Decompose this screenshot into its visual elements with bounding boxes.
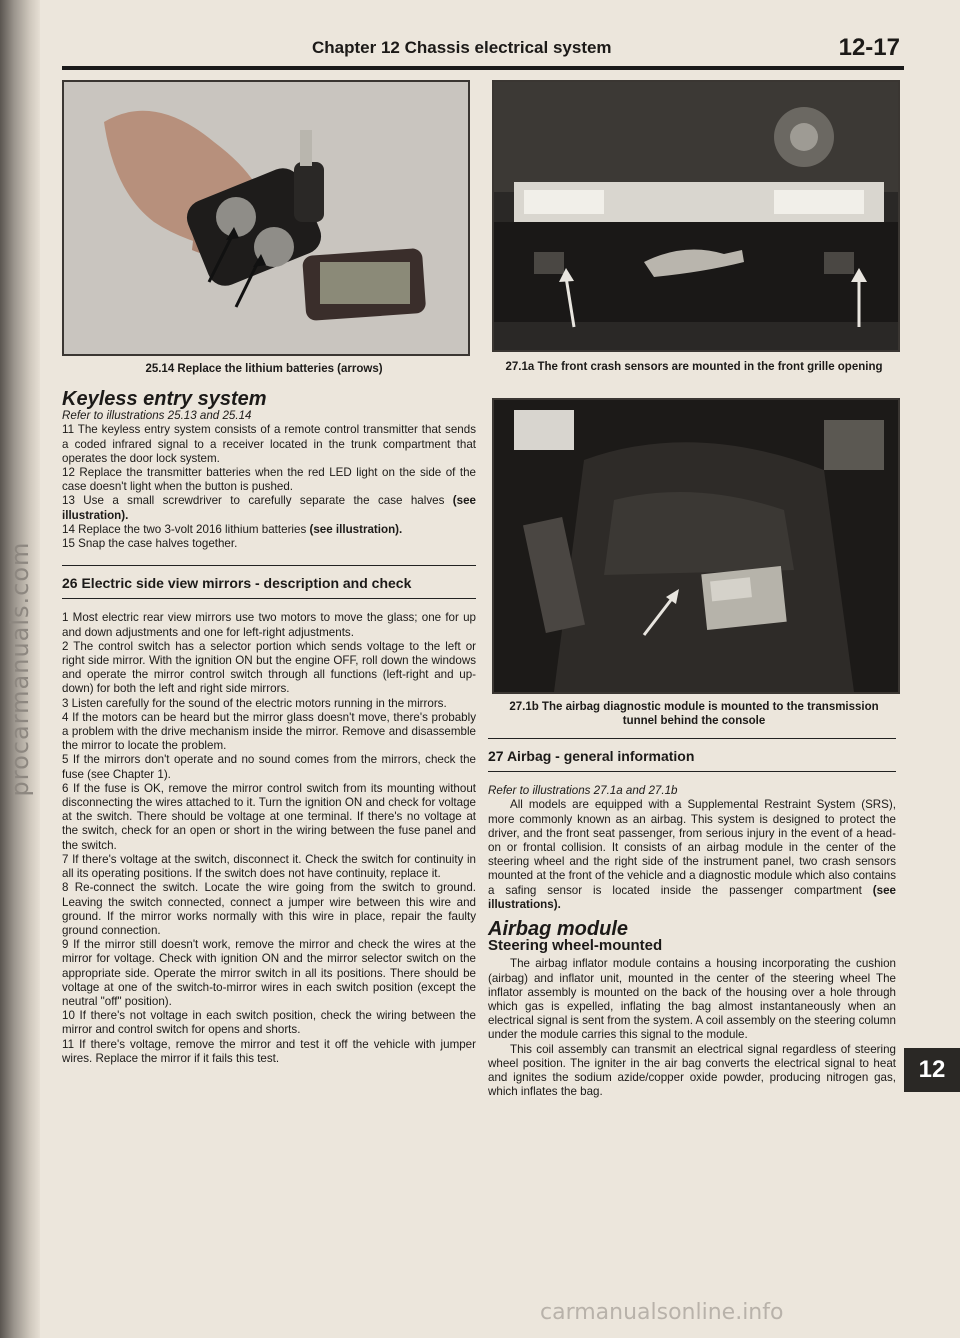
para-11: 11 The keyless entry system consists of a remote control transmitter that sends a coded infrared signal to a receiver located in the trunk compartment that operates the door lock system. bbox=[62, 423, 476, 465]
mirror-para-6: 6 If the fuse is OK, remove the mirror control switch from its mounting without disconnecting the wires attached to it. Turn the ignition ON and check for voltage at the switch. There should be voltage at one terminal. If there's no voltage at the switch, check for an open or short in the wiring between the fuse panel and the switch. bbox=[62, 781, 476, 852]
photo-airbag-diagnostic-module bbox=[492, 398, 900, 694]
heading-section-27: 27 Airbag - general information bbox=[488, 738, 896, 772]
heading-airbag-module: Airbag module bbox=[488, 918, 629, 941]
side-watermark: procarmanuals.com bbox=[6, 541, 34, 797]
mirror-para-8: 8 Re-connect the switch. Locate the wire going from the switch to ground. Leaving the switch connected, connect a jumper wire between this wire and ground. If the mirror works normally with this wire in place, repair the faulty ground connection. bbox=[62, 881, 476, 937]
mirror-para-11: 11 If there's voltage, remove the mirror and test it off the vehicle with jumper wires. Replace the mirror if it fails this test. bbox=[62, 1037, 476, 1065]
mirror-para-5: 5 If the mirrors don't operate and no sound comes from the mirrors, check the fuse (see Chapter 1). bbox=[62, 753, 476, 781]
heading-section-26: 26 Electric side view mirrors - description and check bbox=[62, 565, 476, 599]
mirror-para-7: 7 If there's voltage at the switch, disconnect it. Check the switch for continuity in all its operating positions. If the switch does not have continuity, replace it. bbox=[62, 852, 476, 881]
photo-front-crash-sensors bbox=[492, 80, 900, 352]
chapter-thumb-tab: 12 bbox=[904, 1048, 960, 1092]
page-number: 12-17 bbox=[838, 34, 900, 61]
refer-airbag: Refer to illustrations 27.1a and 27.1b bbox=[488, 784, 678, 798]
airbag-para-1: All models are equipped with a Supplemental Restraint System (SRS), more commonly known as an airbag. This system is designed to protect the driver, and the front seat passenger, from serious injury in the event of a head-on or frontal collision. It consists of an airbag module in the center of the steering wheel and the right side of the instrument panel, two crash sensors mounted at the front of the vehicle and a diagnostic module which also contains a safing sensor is located inside the passenger compartment (see illustrations). bbox=[488, 798, 896, 911]
caption-25-14: 25.14 Replace the lithium batteries (arrows) bbox=[145, 363, 383, 375]
caption-27-1b: 27.1b The airbag diagnostic module is mounted to the transmission tunnel behind the console bbox=[509, 701, 879, 727]
para-12: 12 Replace the transmitter batteries when the red LED light on the side of the case doesn't light when the button is pushed. bbox=[62, 466, 476, 494]
page-header bbox=[62, 30, 904, 70]
para-13: 13 Use a small screwdriver to carefully separate the case halves (see illustration). bbox=[62, 494, 476, 522]
left-column bbox=[62, 388, 476, 1066]
airbag-para-3: This coil assembly can transmit an electrical signal regardless of steering wheel position. The igniter in the air bag converts the electrical signal to heat and ignites the sodium azide/copper oxide powder, producing nitrogen gas, which inflates the bag. bbox=[488, 1042, 896, 1099]
mirror-para-2: 2 The control switch has a selector portion which sends voltage to the left or right side mirror. With the ignition ON but the engine OFF, roll down the windows and operate the mirror control switch through all functions (left-right and up-down) for both the left and right side mirrors. bbox=[62, 639, 476, 696]
airbag-para-2: The airbag inflator module contains a housing incorporating the cushion (airbag) and inflator unit, mounted in the center of the steering wheel The inflator assembly is mounted on the back of the housing over a hole through which gas is expelled, inflating the bag almost instantaneously when an electrical signal is sent from the system. A coil assembly on the steering column under the module carries this signal to the module. bbox=[488, 957, 896, 1042]
photo-keyfob-batteries bbox=[62, 80, 470, 356]
para-14: 14 Replace the two 3-volt 2016 lithium batteries (see illustration). bbox=[62, 522, 403, 536]
caption-27-1a: 27.1a The front crash sensors are mounted in the front grille opening bbox=[505, 361, 883, 373]
chapter-title: Chapter 12 Chassis electrical system bbox=[312, 38, 612, 57]
heading-keyless-entry: Keyless entry system bbox=[62, 388, 267, 410]
mirror-para-10: 10 If there's not voltage in each switch position, check the wiring between the mirror and control switch for opens and shorts. bbox=[62, 1009, 476, 1037]
mirror-para-4: 4 If the motors can be heard but the mirror glass doesn't move, there's probably a problem with the drive mechanism inside the mirror. Remove and disassemble the mirror to locate the problem. bbox=[62, 710, 476, 753]
right-column bbox=[488, 738, 896, 1099]
refer-keyless: Refer to illustrations 25.13 and 25.14 bbox=[62, 409, 252, 423]
mirror-para-9: 9 If the mirror still doesn't work, remove the mirror and check the wires at the mirror for voltage. Check with ignition ON and the mirror selector switch on the appropriate side. Operate the mirror switch in all its positions. There should be voltage at one of the switch-to-mirror wires in each switch position (except the neutral "off" position). bbox=[62, 938, 476, 1008]
para-15: 15 Snap the case halves together. bbox=[62, 537, 238, 551]
footer-watermark: carmanualsonline.info bbox=[540, 1300, 784, 1325]
mirror-para-3: 3 Listen carefully for the sound of the electric motors running in the mirrors. bbox=[62, 696, 447, 710]
heading-steering-wheel-mounted: Steering wheel-mounted bbox=[488, 937, 663, 955]
mirror-para-1: 1 Most electric rear view mirrors use two motors to move the glass; one for up and down adjustments and one for left-right adjustments. bbox=[62, 611, 476, 639]
